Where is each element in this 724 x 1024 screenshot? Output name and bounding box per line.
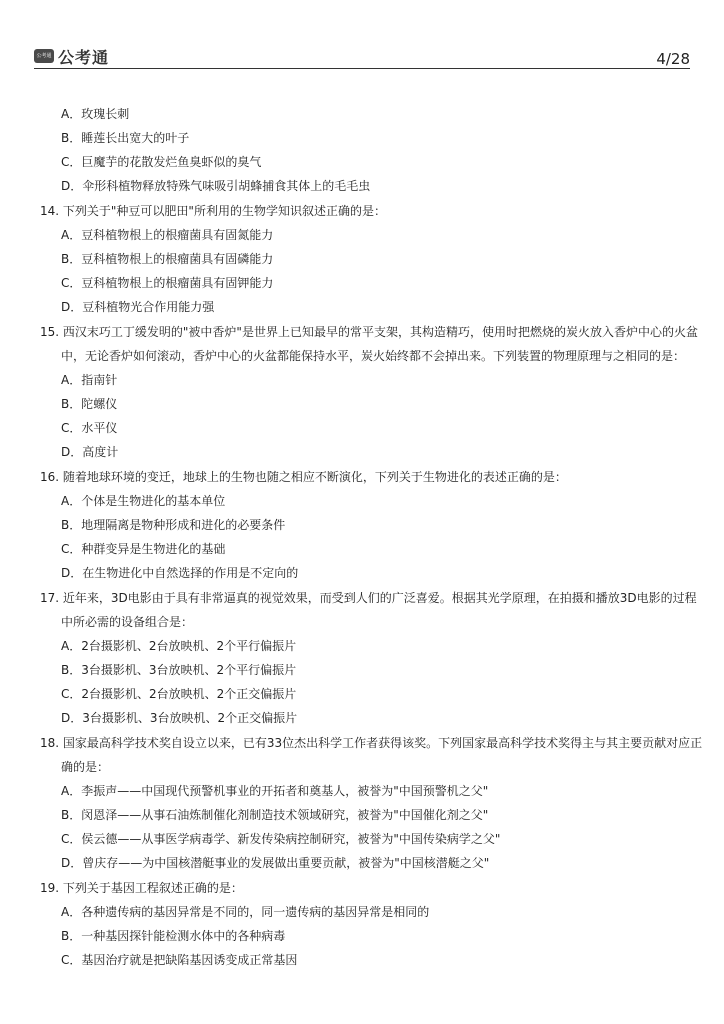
q15-stem: 15. 西汉末巧工丁缓发明的"被中香炉"是世界上已知最早的常平支架，其构造精巧，使用时把燃烧的炭火放入香炉中心的火盆 [40,325,698,339]
q18-option-d: D．曾庆存——为中国核潜艇事业的发展做出重要贡献，被誉为"中国核潜艇之父" [61,856,490,870]
q16-option-b: B．地理隔离是物种形成和进化的必要条件 [61,518,286,532]
q18-option-b: B．闵恩泽——从事石油炼制催化剂制造技术领域研究，被誉为"中国催化剂之父" [61,808,489,822]
q17-option-a: A．2台摄影机、2台放映机、2个平行偏振片 [61,639,297,653]
q13-option-d: D．伞形科植物释放特殊气味吸引胡蜂捕食其体上的毛毛虫 [61,179,371,193]
q17-stem: 17. 近年来，3D电影由于具有非常逼真的视觉效果，而受到人们的广泛喜爱。根据其光学原理，在拍摄和播放3D电影的过程 [40,591,697,605]
q16-option-c: C．种群变异是生物进化的基础 [61,542,226,556]
q13-option-b: B．睡莲长出宽大的叶子 [61,131,190,145]
q15-stem-cont: 中，无论香炉如何滚动，香炉中心的火盆都能保持水平，炭火始终都不会掉出来。下列装置的物理原理与之相同的是： [61,349,686,363]
q18-stem-cont: 确的是： [61,760,110,774]
q15-option-b: B．陀螺仪 [61,397,118,411]
q19-option-c: C．基因治疗就是把缺陷基因诱变成正常基因 [61,953,298,967]
q13-option-a: A．玫瑰长刺 [61,107,130,121]
q18-option-c: C．侯云德——从事医学病毒学、新发传染病控制研究，被誉为"中国传染病学之父" [61,832,501,846]
q16-option-a: A．个体是生物进化的基本单位 [61,494,226,508]
q18-option-a: A．李振声——中国现代预警机事业的开拓者和奠基人，被誉为"中国预警机之父" [61,784,489,798]
q19-option-a: A．各种遗传病的基因异常是不同的，同一遗传病的基因异常是相同的 [61,905,430,919]
q14-option-b: B．豆科植物根上的根瘤菌具有固磷能力 [61,252,274,266]
q17-option-d: D．3台摄影机、3台放映机、2个正交偏振片 [61,711,298,725]
q16-option-d: D．在生物进化中自然选择的作用是不定向的 [61,566,299,580]
q14-option-a: A．豆科植物根上的根瘤菌具有固氮能力 [61,228,274,242]
q15-option-a: A．指南针 [61,373,118,387]
logo-text: 公考通 [58,47,110,67]
q14-option-d: D．豆科植物光合作用能力强 [61,300,215,314]
q19-option-b: B．一种基因探针能检测水体中的各种病毒 [61,929,286,943]
q18-stem: 18. 国家最高科学技术奖自设立以来，已有33位杰出科学工作者获得该奖。下列国家最高科学技术奖得主与其主要贡献对应正 [40,736,703,750]
q14-option-c: C．豆科植物根上的根瘤菌具有固钾能力 [61,276,274,290]
q17-option-c: C．2台摄影机、2台放映机、2个正交偏振片 [61,687,297,701]
q16-stem: 16. 随着地球环境的变迁，地球上的生物也随之相应不断演化，下列关于生物进化的表述正确的是： [40,470,567,484]
q17-option-b: B．3台摄影机、3台放映机、2个平行偏振片 [61,663,297,677]
q17-stem-cont: 中所必需的设备组合是： [61,615,194,629]
q19-stem: 19. 下列关于基因工程叙述正确的是： [40,881,243,895]
q15-option-d: D．高度计 [61,445,119,459]
q13-option-c: C．巨魔芋的花散发烂鱼臭虾似的臭气 [61,155,262,169]
logo-badge: 公考通 [34,49,54,63]
page-number: 4/28 [656,50,690,68]
q15-option-c: C．水平仪 [61,421,118,435]
q14-stem: 14. 下列关于"种豆可以肥田"所利用的生物学知识叙述正确的是： [40,204,386,218]
